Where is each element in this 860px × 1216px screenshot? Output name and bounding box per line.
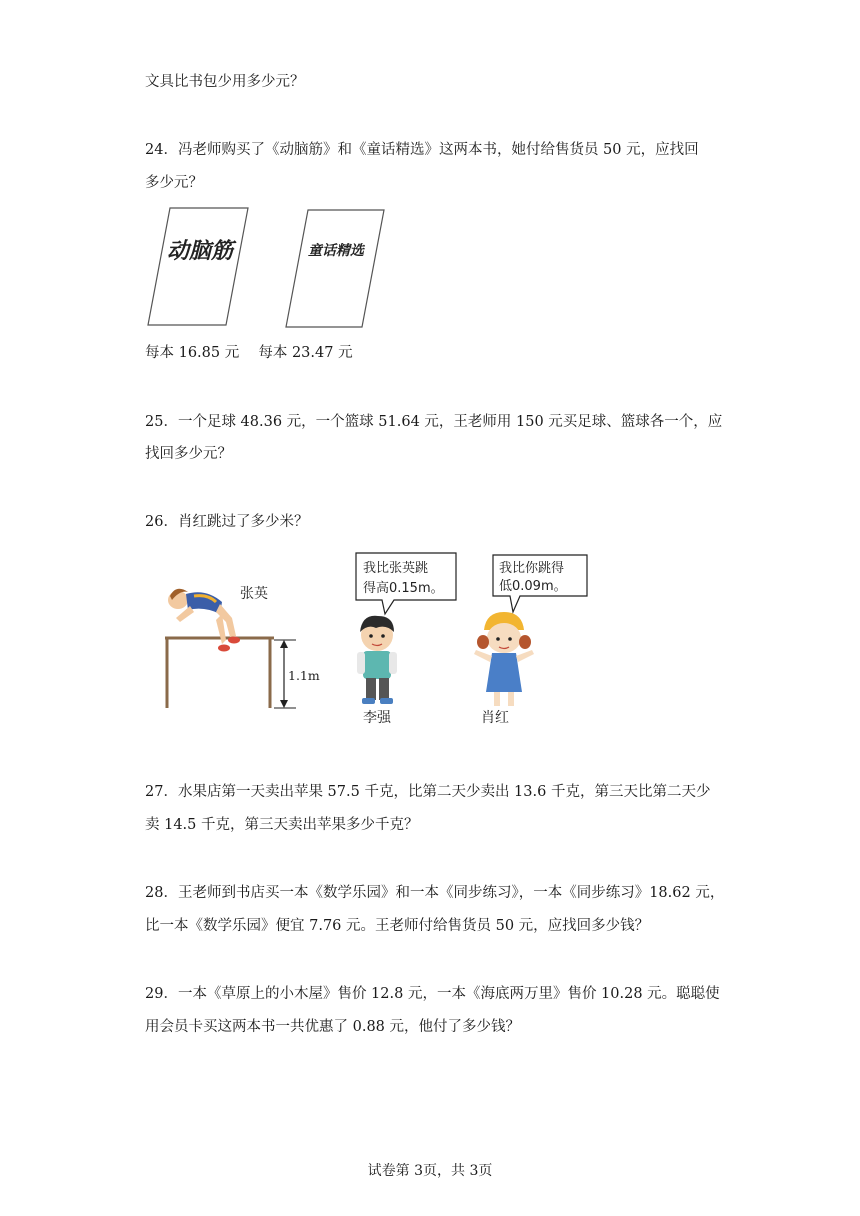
book-tonghua-title: 童话精选 <box>308 243 364 259</box>
girl-speech-bubble <box>493 555 587 612</box>
question-24-line-2: 多少元？ <box>145 175 203 191</box>
question-26-line-1: 26．肖红跳过了多少米？ <box>145 514 309 530</box>
girl-bubble-line-1: 我比你跳得 <box>499 561 565 576</box>
book-prices: 每本 16.85 元 每本 23.47 元 <box>145 345 353 361</box>
boy-bubble-line-2: 得高0.15m。 <box>363 581 444 596</box>
question-28-line-2: 比一本《数学乐园》便宜 7.76 元。王老师付给售货员 50 元，应找回多少钱？ <box>145 918 650 934</box>
book-dongnaojin-cover <box>148 208 248 325</box>
jumper-name-label: 张英 <box>240 586 268 602</box>
boy-speech-bubble <box>356 553 456 614</box>
bar-height-label: 1.1m <box>288 668 320 683</box>
question-25-line-2: 找回多少元？ <box>145 446 232 462</box>
question-28-line-1: 28．王老师到书店买一本《数学乐园》和一本《同步练习》，一本《同步练习》18.62 元， <box>145 885 725 901</box>
book-dongnaojin-title: 动脑筋 <box>166 239 234 264</box>
question-27-line-1: 27．水果店第一天卖出苹果 57.5 千克，比第二天少卖出 13.6 千克，第三天比第二天少 <box>145 784 711 800</box>
jumper-zhangying-illustration <box>168 589 240 652</box>
boy-liqiang-illustration <box>357 616 397 704</box>
boy-name-label: 李强 <box>363 710 391 726</box>
books-figure <box>140 200 400 335</box>
girl-name-label: 肖红 <box>481 710 509 726</box>
question-25-line-1: 25．一个足球 48.36 元，一个篮球 51.64 元，王老师用 150 元买足球、篮球各一个，应 <box>145 414 723 430</box>
question-29-line-1: 29．一本《草原上的小木屋》售价 12.8 元，一本《海底两万里》售价 10.28 元。聪聪使 <box>145 986 720 1002</box>
girl-bubble-line-2: 低0.09m。 <box>499 579 567 594</box>
book-tonghua-cover <box>286 210 384 327</box>
question-27-line-2: 卖 14.5 千克，第三天卖出苹果多少千克？ <box>145 817 419 833</box>
page-footer: 试卷第 3页，共 3页 <box>367 1163 493 1179</box>
boy-bubble-line-1: 我比张英跳 <box>363 561 429 576</box>
high-jump-figure <box>150 540 610 740</box>
question-23-tail: 文具比书包少用多少元？ <box>145 74 305 90</box>
girl-xiaohong-illustration <box>474 612 534 706</box>
question-24-line-1: 24．冯老师购买了《动脑筋》和《童话精选》这两本书，她付给售货员 50 元，应找回 <box>145 142 699 158</box>
question-29-line-2: 用会员卡买这两本书一共优惠了 0.88 元，他付了多少钱？ <box>145 1019 521 1035</box>
